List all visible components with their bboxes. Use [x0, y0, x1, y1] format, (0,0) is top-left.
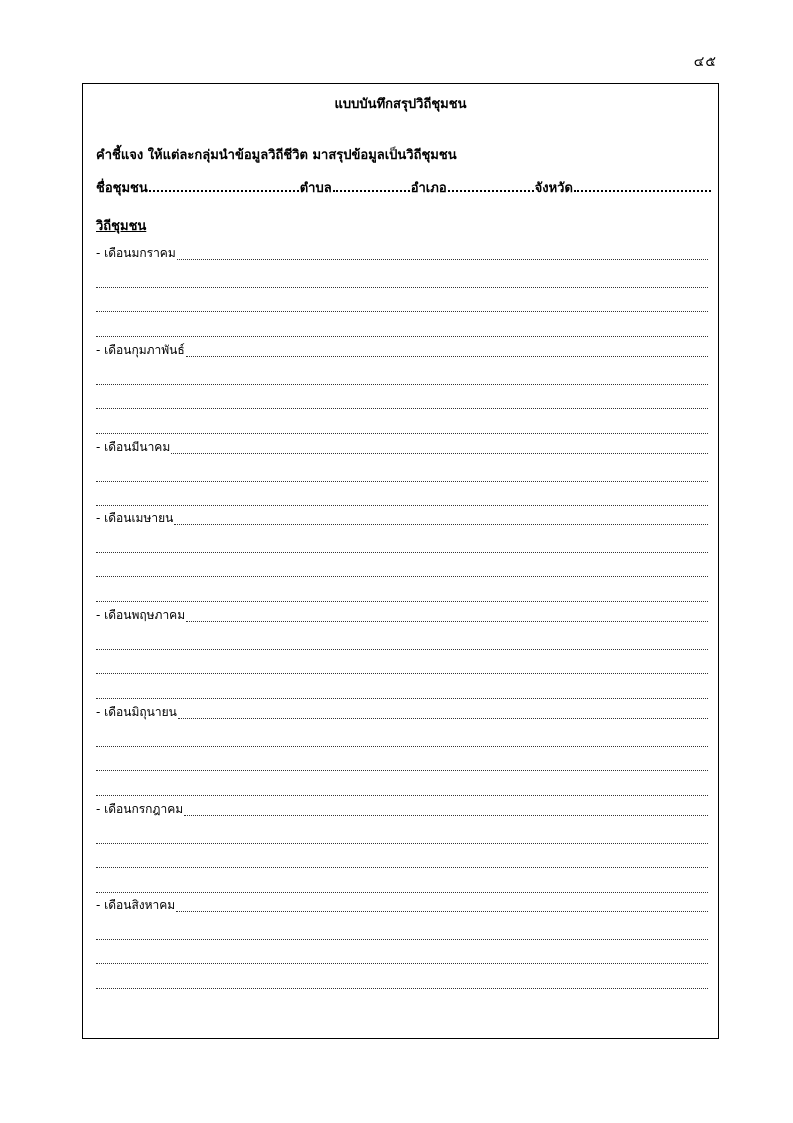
month-write-line[interactable]: [177, 251, 708, 260]
subdistrict-label: ตำบล: [299, 181, 332, 196]
community-info-fields: [96, 177, 712, 198]
write-line[interactable]: [96, 867, 708, 868]
section-heading: วิถีชุมชน: [96, 219, 147, 234]
month-label: - เดือนพฤษภาคม: [96, 608, 186, 622]
month-block-july: [96, 795, 708, 893]
month-write-line[interactable]: [176, 903, 708, 912]
write-line[interactable]: [96, 770, 708, 771]
write-line[interactable]: [96, 287, 708, 288]
district-label: อำเภอ: [410, 181, 447, 196]
month-label: - เดือนกรกฎาคม: [96, 802, 184, 816]
write-line[interactable]: [96, 552, 708, 553]
write-line[interactable]: [96, 939, 708, 940]
community-name-label: ชื่อชุมชน: [96, 181, 148, 196]
month-label: - เดือนสิงหาคม: [96, 898, 176, 912]
write-line[interactable]: [96, 988, 708, 989]
month-write-line[interactable]: [184, 807, 708, 816]
month-write-line[interactable]: [186, 613, 708, 622]
month-write-line[interactable]: [171, 445, 708, 454]
month-block-march: [96, 433, 708, 506]
province-field[interactable]: [574, 179, 711, 192]
month-write-line[interactable]: [186, 348, 708, 357]
month-block-february: [96, 336, 708, 434]
month-block-april: [96, 504, 708, 602]
month-block-june: [96, 698, 708, 796]
month-write-line[interactable]: [178, 710, 708, 719]
month-label: - เดือนมกราคม: [96, 246, 176, 260]
write-line[interactable]: [96, 746, 708, 747]
month-block-may: [96, 601, 708, 699]
community-name-field[interactable]: [149, 179, 299, 192]
month-label: - เดือนเมษายน: [96, 511, 174, 525]
form-frame: [82, 83, 719, 1039]
month-block-january: [96, 239, 708, 337]
district-field[interactable]: [448, 179, 534, 192]
province-label: จังหวัด: [534, 181, 573, 196]
write-line[interactable]: [96, 384, 708, 385]
write-line[interactable]: [96, 963, 708, 964]
page-number: ๔๕: [693, 54, 717, 70]
form-title: แบบบันทึกสรุปวิถีชุมชน: [334, 97, 467, 112]
month-label: - เดือนมิถุนายน: [96, 705, 177, 719]
write-line[interactable]: [96, 843, 708, 844]
write-line[interactable]: [96, 311, 708, 312]
write-line[interactable]: [96, 481, 708, 482]
write-line[interactable]: [96, 576, 708, 577]
write-line[interactable]: [96, 673, 708, 674]
month-label: - เดือนมีนาคม: [96, 440, 171, 454]
month-label: - เดือนกุมภาพันธ์: [96, 343, 185, 357]
write-line[interactable]: [96, 649, 708, 650]
form-instruction: คำชี้แจง ให้แต่ละกลุ่มนำข้อมูลวิถีชีวิต มาสรุปข้อมูลเป็นวิถีชุมชน: [96, 148, 457, 163]
subdistrict-field[interactable]: [333, 179, 410, 192]
month-write-line[interactable]: [174, 516, 708, 525]
month-block-august: [96, 891, 708, 989]
write-line[interactable]: [96, 408, 708, 409]
